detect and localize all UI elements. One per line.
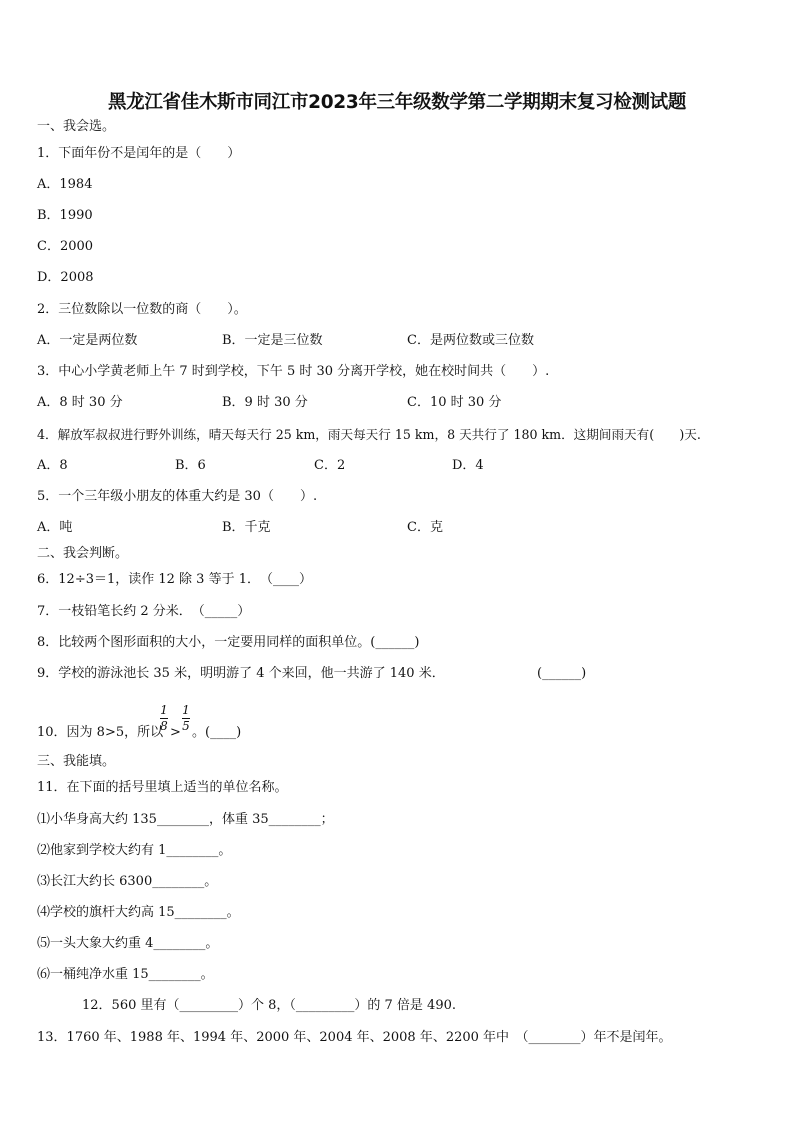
question-6: 6．12÷3＝1，读作 12 除 3 等于 1． （____） [37, 572, 312, 587]
greater-than-sign: > [170, 725, 181, 740]
question-5-stem: 5．一个三年级小朋友的体重大约是 30（ ）. [37, 489, 318, 504]
question-1-option-b: B．1990 [37, 208, 93, 223]
question-4-option-b: B．6 [175, 458, 206, 473]
question-11-item: ⑹一桶纯净水重 15________。 [37, 967, 214, 982]
question-11-item: ⑵他家到学校大约有 1________。 [37, 843, 232, 858]
question-10-text: 10．因为 8>5，所以 [37, 725, 164, 740]
question-3-option-a: A．8 时 30 分 [37, 395, 123, 410]
question-11-item: ⑴小华身高大约 135________，体重 35________； [37, 812, 334, 827]
fraction-1-numerator: 1 [160, 703, 168, 717]
question-5-option-c: C．克 [407, 520, 443, 535]
fraction-1-denominator: 8 [160, 719, 168, 733]
question-13: 13．1760 年、1988 年、1994 年、2000 年、2004 年、2008 年、2200 年中 （________）年不是闰年。 [37, 1030, 672, 1045]
question-5-option-b: B．千克 [222, 520, 271, 535]
question-3-option-b: B．9 时 30 分 [222, 395, 308, 410]
question-11-item: ⑸一头大象大约重 4________。 [37, 936, 219, 951]
question-4-stem: 4．解放军叔叔进行野外训练，晴天每天行 25 km，雨天每天行 15 km，8 天共行了 180 km．这期间雨天有( )天. [37, 427, 701, 442]
question-2-option-c: C．是两位数或三位数 [407, 333, 534, 348]
question-12: 12．560 里有（_________）个 8，（_________）的 7 倍是 490. [82, 998, 457, 1013]
question-1-option-c: C．2000 [37, 239, 94, 254]
question-8: 8．比较两个图形面积的大小，一定要用同样的面积单位。(______) [37, 635, 420, 650]
question-11-item: ⑶长江大约长 6300________。 [37, 874, 218, 889]
question-9: 9．学校的游泳池长 35 米，明明游了 4 个来回，他一共游了 140 米． [37, 666, 445, 681]
fraction-2-denominator: 5 [182, 719, 190, 733]
question-9-answer-blank[interactable]: (______) [537, 666, 587, 681]
question-1-option-d: D．2008 [37, 270, 94, 285]
question-3-option-c: C．10 时 30 分 [407, 395, 502, 410]
question-2-option-a: A．一定是两位数 [37, 333, 138, 348]
fraction-2-numerator: 1 [182, 703, 190, 717]
question-4-option-a: A．8 [37, 458, 68, 473]
question-11-stem: 11．在下面的括号里填上适当的单位名称。 [37, 780, 288, 795]
question-1-option-a: A．1984 [37, 177, 93, 192]
question-7: 7．一枝铅笔长约 2 分米． （_____） [37, 604, 251, 619]
question-4-option-c: C．2 [314, 458, 346, 473]
page-title: 黑龙江省佳木斯市同江市2023年三年级数学第二学期期末复习检测试题 [107, 92, 687, 113]
section-heading-choose: 一、我会选。 [37, 119, 116, 134]
question-2-stem: 2．三位数除以一位数的商（ ）。 [37, 302, 247, 317]
question-10-answer-blank[interactable]: 。(____) [192, 725, 242, 740]
question-11-item: ⑷学校的旗杆大约高 15________。 [37, 905, 240, 920]
question-2-option-b: B．一定是三位数 [222, 333, 323, 348]
question-4-option-d: D．4 [452, 458, 484, 473]
section-heading-judge: 二、我会判断。 [37, 546, 129, 561]
question-5-option-a: A．吨 [37, 520, 73, 535]
question-3-stem: 3．中心小学黄老师上午 7 时到学校，下午 5 时 30 分离开学校，她在校时间共（ ）. [37, 364, 550, 379]
question-1-stem: 1．下面年份不是闰年的是（ ） [37, 146, 241, 161]
section-heading-fill: 三、我能填。 [37, 754, 116, 769]
